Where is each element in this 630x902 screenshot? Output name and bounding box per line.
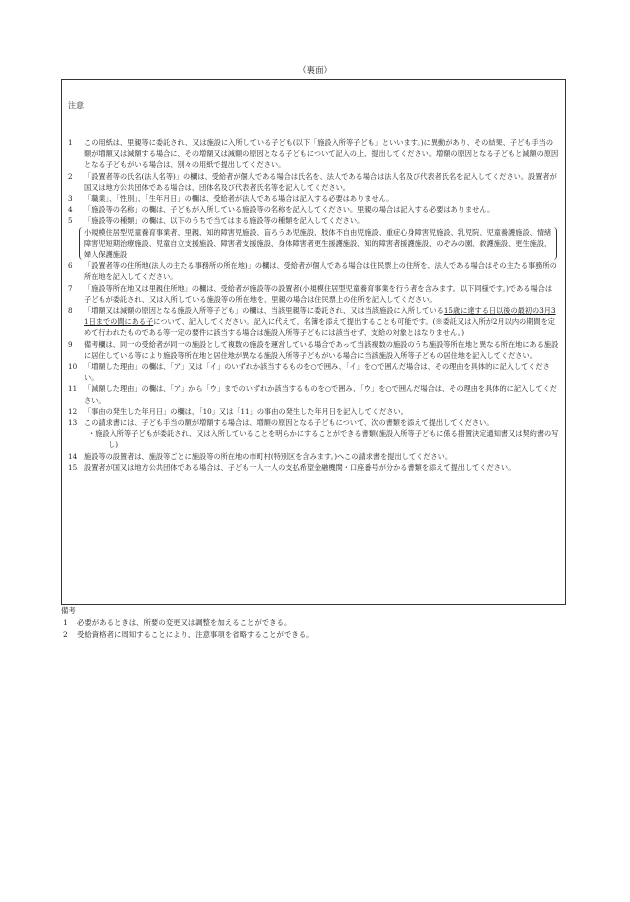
note-item-13: 13 この請求書には、子ども手当の額が増額する場合は、増額の原因となる子どもについて、次の書類を添えて提出してください。 (68, 418, 494, 428)
note-item-15: 15 設置者が国又は地方公共団体である場合は、子ども一人一人の支払希望金融機関・口座番号が分かる書類を添えて提出してください。 (68, 462, 516, 472)
note-item-4: 4 「施設等の名称」の欄は、子どもが入所している施設等の名称を記入してください。里親の場合は記入する必要はありません。 (68, 205, 495, 215)
note-item-14: 14 施設等の設置者は、施設等ごとに施設等の所在地の市町村(特別区を含みます。)へこの請求書を提出してください。 (68, 451, 453, 461)
notes-title: 注意 (68, 101, 84, 110)
note-item-3: 3 「職業」、「性別」、「生年月日」の欄は、受給者が法人である場合は記入する必要はありません。 (68, 194, 394, 204)
age-condition-underline: 15歳に達する日以後の最初の3月31日までの間にある子 (84, 306, 556, 327)
remarks-section (61, 605, 566, 642)
page-side-label: （裏面） (297, 66, 332, 76)
note-item-1: 1 この用紙は、里親等に委託され、又は施設に入所している子ども(以下「施設入所等子ども」といいます。)に異動があり、その結果、子ども手当の額が増額又は減額する場合に、その増額又は減額の原因となる子どもについて記入の上、提出してください。増額の原因となる子どもと減額の原因となる子どもがいる場合は、別々の用紙で提出してください。 (68, 138, 559, 170)
note-item-7: 7 「施設等所在地又は里親住所地」の欄は、受給者が施設等の設置者(小規模住居型児童養育事業を行う者を含みます。以下同様です。)である場合は子どもが委託され、又は入所している施設等の所在地を、里親の場合は住民票上の住所を記入してください。 (68, 283, 553, 304)
note-item-9: 9 備考欄は、同一の受給者が同一の施設として複数の施設を運営している場合であって当該複数の施設のうち施設等所在地と異なる所在地にある施設に居住している等により施設等所在地と居住地が異なる施設入所等子どもがいる場合に当該施設入所等子どもの居住地を記入してください。 (68, 339, 559, 360)
note-item-5: 5 「施設等の種類」の欄は、以下のうちで当てはまる施設等の種類を記入してください。 (68, 216, 365, 226)
note-item-6: 6 「設置者等の住所地(法人の主たる事務所の所在地)」の欄は、受給者が個人である場合は住民票上の住所を、法人である場合はその主たる事務所の所在地を記入してください。 (68, 261, 557, 282)
note-item-8: 8 「増額又は減額の原因となる施設入所等子ども」の欄は、当該里親等に委託され、又は当該施設に入所している15歳に達する日以後の最初の3月31日までの間にある子について、記入してください。記入に代えて、名簿を添えて提出することも可能です。(※委託又は入所が2月以内の期間を定めて行われたものである等一定の要件に該当する場合は施設入所等子どもには該当せず、支給の対象とはなりません。) (68, 306, 556, 338)
note-item-2: 2 「設置者等の氏名(法人名等)」の欄は、受給者が個人である場合は氏名を、法人である場合は法人名及び代表者氏名を記入してください。設置者が国又は地方公共団体である場合は、団体名及び代表者氏名等を記入してください。 (68, 171, 557, 192)
note-item-12: 12 「事由の発生した年月日」の欄は、「10」又は「11」の事由の発生した年月日を記入してください。 (68, 406, 408, 416)
note-item-10: 10 「増額した理由」の欄は、「ア」又は「イ」のいずれか該当するものを○で囲み、「イ」を○で囲んだ場合は、その理由を具体的に記入してください。 (68, 362, 550, 383)
notes-frame (61, 79, 566, 605)
note-13-sub-item: ・施設入所等子どもが委託され、又は入所していることを明らかにすることができる書類(施設入所等子どもに係る措置決定通知書又は契約書の写し) (88, 429, 559, 450)
note-item-11: 11 「減額した理由」の欄は、「ア」から「ウ」までのいずれか該当するものを○で囲み、「ウ」を○で囲んだ場合は、その理由を具体的に記入してください。 (68, 384, 557, 405)
remark-item-1: 1 必要があるときは、所要の変更又は調整を加えることができる。 (63, 618, 292, 628)
notes-list (68, 137, 559, 473)
facility-types-list: 小規模住居型児童養育事業者、里親、知的障害児施設、盲ろうあ児施設、肢体不自由児施設、重症心身障害児施設、乳児院、児童養護施設、情緒障害児短期治療施設、児童自立支援施設、障害者支援施設、身体障害者更生援護施設、知的障害者援護施設、のぞみの園、救護施設、更生施設、婦人保護施設 (79, 227, 557, 261)
remark-item-2: 2 受給資格者に周知することにより、注意事項を省略することができる。 (63, 630, 314, 640)
remarks-title: 備考 (61, 606, 76, 615)
